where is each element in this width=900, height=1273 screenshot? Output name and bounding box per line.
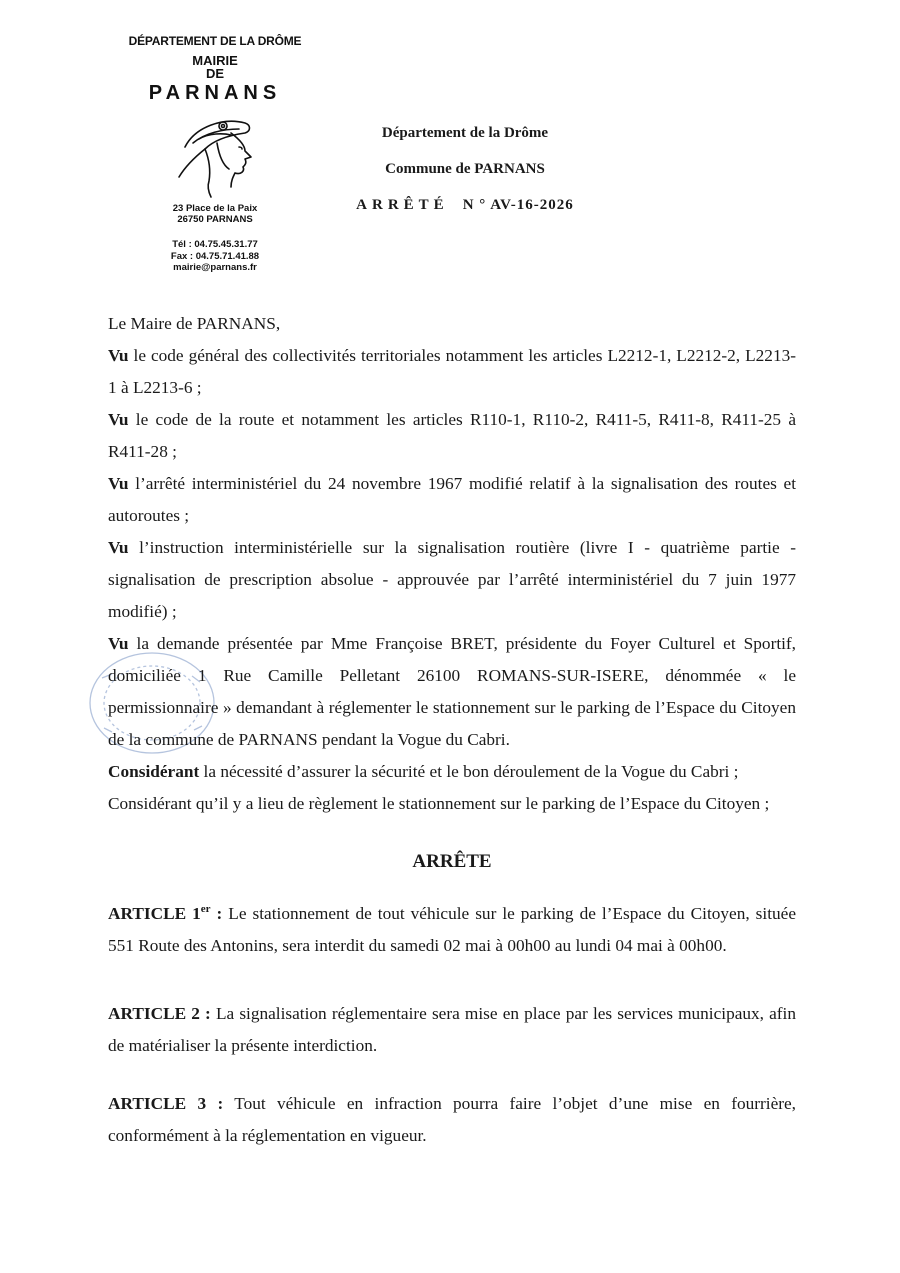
consideration-lead: Vu <box>108 634 129 653</box>
letterhead-de: DE <box>205 66 225 81</box>
arrete-label: ARRÊTÉ <box>356 197 449 213</box>
arrete-number: N ° AV-16-2026 <box>462 197 574 213</box>
article-text: Le stationnement de tout véhicule sur le parking de l’Espace du Citoyen, située 551 Route des Antonins, sera interdit du samedi 02 mai à 00h00 au lundi 04 mai à 00h00. <box>108 904 796 955</box>
decision-title: ARRÊTE <box>412 851 492 872</box>
consideration-text: l’arrêté interministériel du 24 novembre 1967 modifié relatif à la signalisation des routes et autoroutes ; <box>108 474 796 525</box>
document-body <box>108 308 796 1152</box>
article-text: La signalisation réglementaire sera mise en place par les services municipaux, afin de matérialiser la présente interdiction. <box>108 1004 796 1055</box>
letterhead-address-line2: 26750 PARNANS <box>177 214 253 225</box>
consideration <box>108 468 796 532</box>
consideration-text: la demande présentée par Mme Françoise BRET, présidente du Foyer Culturel et Sportif, domiciliée 1 Rue Camille Pelletant 26100 ROMANS-SUR-ISERE, dénommée « le permissionnaire » demandant à réglementer le stationnement sur le parking de l’Espace du Citoyen de la commune de PARNANS pendant la Vogue du Cabri. <box>108 634 796 749</box>
consideration-lead: Vu <box>108 410 129 429</box>
header-department: Département de la Drôme <box>381 125 549 141</box>
header-commune: Commune de PARNANS <box>385 161 545 177</box>
article-text: Tout véhicule en infraction pourra faire l’objet d’une mise en fourrière, conformément à la réglementation en vigueur. <box>108 1094 796 1145</box>
arrete-number-line <box>310 196 620 232</box>
letterhead-fax: Fax : 04.75.71.41.88 <box>170 250 260 262</box>
letterhead-tel: Tél : 04.75.45.31.77 <box>172 239 258 250</box>
consideration <box>108 756 796 788</box>
article-3 <box>108 1088 796 1152</box>
article-label: ARTICLE 2 : <box>108 1004 211 1023</box>
consideration <box>108 788 796 820</box>
letterhead-town: PARNANS <box>148 82 282 104</box>
consideration-lead: Vu <box>108 474 129 493</box>
article-1 <box>108 898 796 962</box>
consideration-text: l’instruction interministérielle sur la signalisation routière (livre I - quatrième partie - signalisation de prescription absolue - approuvée par l’arrêté interministériel du 7 juin 1977 modifié) ; <box>108 538 796 621</box>
intro-line: Le Maire de PARNANS, <box>108 314 281 333</box>
letterhead-email: mairie@parnans.fr <box>173 262 257 273</box>
letterhead-department: DÉPARTEMENT DE LA DRÔME <box>128 34 302 48</box>
article-label: ARTICLE 3 : <box>108 1094 224 1113</box>
consideration-text: Considérant qu’il y a lieu de règlement le stationnement sur le parking de l’Espace du Citoyen ; <box>108 794 770 813</box>
consideration <box>108 404 796 468</box>
consideration <box>108 340 796 404</box>
letterhead-address-line1: 23 Place de la Paix <box>172 203 258 214</box>
consideration-text: le code général des collectivités territoriales notamment les articles L2212-1, L2212-2, L2213-1 à L2213-6 ; <box>108 346 796 397</box>
consideration-lead: Considérant <box>108 762 200 781</box>
consideration-text: le code de la route et notamment les articles R110-1, R110-2, R411-5, R411-8, R411-25 à R411-28 ; <box>108 410 796 461</box>
document-header <box>310 124 620 232</box>
consideration-lead: Vu <box>108 346 129 365</box>
consideration <box>108 532 796 628</box>
letterhead-mairie: MAIRIE <box>192 53 238 68</box>
marianne-icon <box>165 109 265 199</box>
consideration-text: la nécessité d’assurer la sécurité et le bon déroulement de la Vogue du Cabri ; <box>199 762 739 781</box>
consideration-lead: Vu <box>108 538 129 557</box>
letterhead <box>110 34 320 274</box>
consideration <box>108 628 796 756</box>
article-label: ARTICLE 1er : <box>108 903 223 923</box>
article-2 <box>108 998 796 1062</box>
